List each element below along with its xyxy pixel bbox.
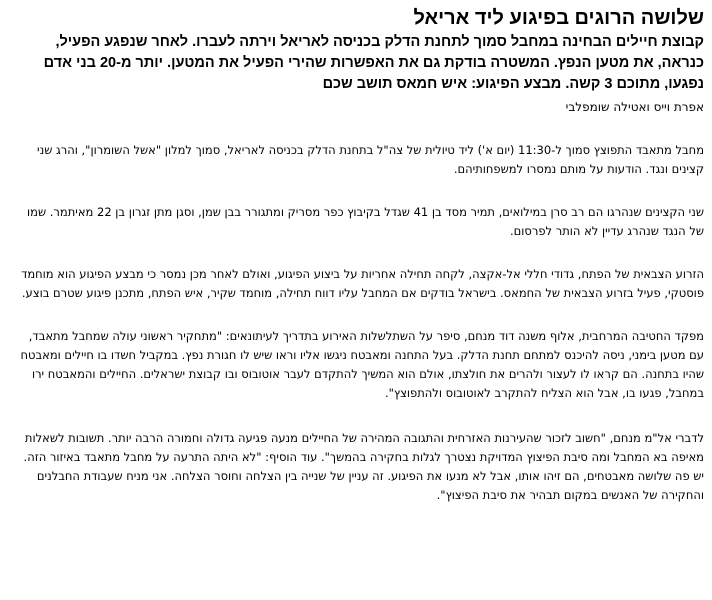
body-paragraph: מפקד החטיבה המרחבית, אלוף משנה דוד מנחם, סיפר על השתלשלות האירוע בתדריך לעיתונאים: "מתחקיר ראשוני עולה שמחבל מתאבד, עם מטען בימני, ניסה להיכנס למתחם תחנת הדלק. בעל התחנה ומאבטח ניגשו אליו וראו שיש לו חגורת נפץ. במקביל חשדו בו חיילים ומאבטח שהיו בתחנה. הם קראו לו לעצור ולהרים את חולצתו, אולם הוא המשיך להתקדם לעבר אוטובוס ובו קבוצת ישראלים. החיילים והמאבטח ירו במחבל, פגעו בו, אבל הוא הצליח להתקרב לאוטובוס ולהתפוצץ".	[20, 329, 704, 400]
article	[12, 6, 704, 505]
body-paragraph: לדברי אל"מ מנחם, "חשוב לזכור שהעירנות האזרחית והתגובה המהירה של החיילים מנעה פגיעה גדולה וחמורה הרבה יותר. תשובות לשאלות מאיפה בא המחבל ומה סיבת הפיצוץ המדויקת נצטרך לגלות בחקירה בהמשך". עוד הוסיף: "לא היתה התרעה על מחבל מתאבד באיזור הזה. יש פה שלושה מאבטחים, הם זיהו אותו, אבל לא מנעו את הפיגוע. זה עניין של שנייה בין הצלחה וחוסר הצלחה. אני מניח שעבודת החבלנים והחקירה של האנשים במקום תבהיר את סיבת הפיצוץ".	[23, 431, 704, 502]
headline: שלושה הרוגים בפיגוע ליד אריאל	[413, 7, 704, 29]
body-paragraph: שני הקצינים שנהרגו הם רב סרן במילואים, תמיר מסד בן 41 שגדל בקיבוץ כפר מסריק ומתגורר בבן שמן, וסגן מתן זגרון בן 22 מאיתמר. שמו של הנגד שנהרג עדיין לא הותר לפרסום.	[27, 205, 704, 238]
body-paragraph: מחבל מתאבד התפוצץ סמוך ל-11:30 (יום א') ליד טיולית של צה"ל בתחנת הדלק בכניסה לאריאל, סמוך למלון "אשל השומרון", והרג שני קצינים ונגד. הודעות על מותם נמסרו למשפחותיהם.	[37, 143, 704, 176]
body-paragraph: הזרוע הצבאית של הפתח, גדודי חללי אל-אקצה, לקחה תחילה אחריות על ביצוע הפיגוע, ואולם לאחר מכן נמסר כי מבצע הפיגוע הוא מוחמד פוסטקי, פעיל בזרוע הצבאית של החמאס. בישראל בודקים אם המחבל עליו דווח תחילה, מוחמד שקיר, איש הפתח, מתכנן פיגוע שטרם בוצע.	[21, 267, 704, 300]
byline: אפרת וייס ואטילה שומפלבי	[565, 100, 704, 114]
lead-paragraph: קבוצת חיילים הבחינה במחבל סמוך לתחנת הדלק בכניסה לאריאל וירתה לעברו. לאחר שנפגע הפעיל, כנראה, את מטען הנפץ. המשטרה בודקת גם את האפשרות שהירי הפעיל את המטען. יותר מ-20 בני אדם נפגעו, מתוכם 3 קשה. מבצע הפיגוע: איש חמאס תושב שכם	[43, 34, 704, 92]
